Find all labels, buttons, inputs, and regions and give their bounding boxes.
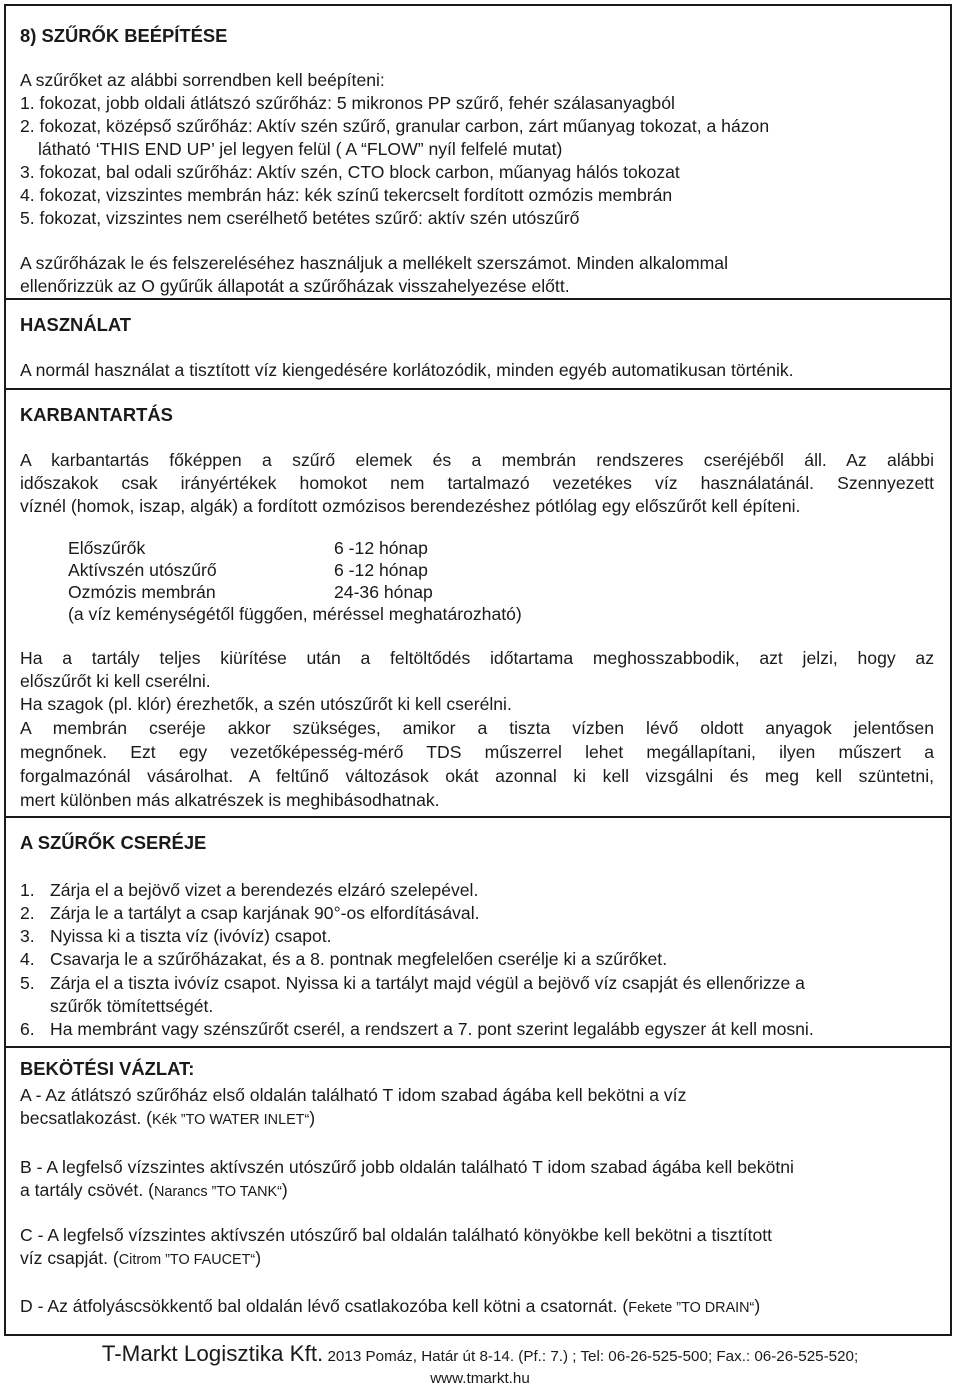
- wiring-c-text: víz csapját. (Citrom ”TO FAUCET“): [20, 1248, 262, 1268]
- connector-label: Kék ”TO WATER INLET“: [152, 1112, 310, 1128]
- wiring-b-text: a tartály csövét. (Narancs ”TO TANK“): [20, 1180, 288, 1200]
- usage-text: A normál használat a tisztított víz kiengedésére korlátozódik, minden egyéb automatikusan történik.: [20, 360, 794, 380]
- installation-line: 3. fokozat, bal odali szűrőház: Aktív szén, CTO block carbon, műanyag hálós tokozat: [20, 162, 680, 182]
- installation-line: 4. fokozat, vizszintes membrán ház: kék színű tekercselt fordított ozmózis membrán: [20, 185, 673, 205]
- section-title-replacement: A SZŰRŐK CSERÉJE: [20, 832, 207, 853]
- interval-row: [68, 581, 433, 603]
- section-title-installation: 8) SZŰRŐK BEÉPÍTÉSE: [20, 25, 228, 46]
- replacement-step: [20, 948, 667, 971]
- connector-label: Citrom ”TO FAUCET“: [118, 1252, 256, 1268]
- section-divider: [6, 1046, 950, 1048]
- section-title-usage: HASZNÁLAT: [20, 314, 132, 335]
- interval-row: [68, 537, 428, 559]
- maintenance-text: mert különben más alkatrészek is meghibásodhatnak.: [20, 790, 440, 810]
- step-text: Nyissa ki a tiszta víz (ivóvíz) csapot.: [50, 926, 332, 946]
- interval-note: (a víz keménységétől függően, méréssel meghatározható): [68, 604, 522, 624]
- step-number: 5.: [20, 973, 35, 993]
- step-number: 1.: [20, 880, 35, 900]
- maintenance-text: A karbantartás főképpen a szűrő elemek és a membrán rendszeres cseréjéből áll. Az alábbi: [20, 450, 934, 470]
- step-text: Zárja el a tiszta ivóvíz csapot. Nyissa ki a tartályt majd végül a bejövő víz csapját és ellenőrizze a: [50, 973, 805, 993]
- installation-note: A szűrőházak le és felszereléséhez használjuk a mellékelt szerszámot. Minden alkalommal: [20, 253, 728, 273]
- interval-name: Előszűrők: [68, 538, 146, 558]
- connector-label: Narancs ”TO TANK“: [153, 1184, 282, 1200]
- step-number: 6.: [20, 1019, 35, 1039]
- replacement-step: [20, 902, 480, 925]
- company-name: T-Markt Logisztika Kft.: [101, 1341, 324, 1366]
- wiring-b-text: B - A legfelső vízszintes aktívszén utószűrő jobb oldalán található T idom szabad ágába kell bekötni: [20, 1157, 794, 1177]
- wiring-a-text: A - Az átlátszó szűrőház első oldalán található T idom szabad ágába kell bekötni a víz: [20, 1085, 687, 1105]
- website-link[interactable]: www.tmarkt.hu: [430, 1370, 530, 1387]
- step-text: Ha membránt vagy szénszűrőt cserél, a rendszert a 7. pont szerint legalább egyszer át kell mosni.: [50, 1019, 814, 1039]
- section-divider: [6, 298, 950, 300]
- maintenance-text: megnőnek. Ezt egy vezetőképesség-mérő TDS műszerrel lehet megállapítani, ilyen műszert a: [20, 742, 934, 762]
- interval-name: Ozmózis membrán: [68, 582, 216, 602]
- installation-line: 1. fokozat, jobb oldali átlátszó szűrőház: 5 mikronos PP szűrő, fehér szálasanyagból: [20, 93, 675, 113]
- maintenance-text: A membrán cseréje akkor szükséges, amikor a tiszta vízben lévő oldott anyagok jelentősen: [20, 718, 934, 738]
- section-divider: [6, 816, 950, 818]
- installation-line: látható ‘THIS END UP’ jel legyen felül ( A “FLOW” nyíl felfelé mutat): [38, 139, 563, 159]
- installation-note: ellenőrizzük az O gyűrűk állapotát a szűrőházak visszahelyezése előtt.: [20, 276, 570, 296]
- wiring-c-text: C - A legfelső vízszintes aktívszén utószűrő bal oldalán található könyökbe kell bekötni a tisztított: [20, 1225, 773, 1245]
- maintenance-text: időszakok csak irányértékek homokot nem tartalmazó vezetékes víz használatánál. Szennyezett: [20, 473, 934, 493]
- step-text: Zárja le a tartályt a csap karjának 90°-os elfordításával.: [50, 903, 480, 923]
- wiring-d-text: D - Az átfolyáscsökkentő bal oldalán lévő csatlakozóba kell kötni a csatornát. (Fekete ”TO DRAIN“): [20, 1296, 761, 1316]
- company-address: 2013 Pomáz, Határ út 8-14. (Pf.: 7.) ; Tel: 06-26-525-500; Fax.: 06-26-525-520;: [323, 1348, 859, 1365]
- replacement-step: [20, 972, 805, 995]
- step-text: Zárja el a bejövő vizet a berendezés elzáró szelepével.: [50, 880, 479, 900]
- installation-line: 5. fokozat, vizszintes nem cserélhető betétes szűrő: aktív szén utószűrő: [20, 208, 580, 228]
- replacement-step: [20, 879, 478, 902]
- footer-contact: [0, 1343, 960, 1368]
- maintenance-text: előszűrőt ki kell cserélni.: [20, 671, 211, 691]
- interval-period: 6 -12 hónap: [334, 538, 428, 558]
- document-frame: [4, 4, 952, 1336]
- interval-period: 24-36 hónap: [334, 582, 433, 602]
- step-number: 2.: [20, 903, 35, 923]
- connector-label: Fekete ”TO DRAIN“: [628, 1300, 755, 1316]
- maintenance-text: Ha a tartály teljes kiürítése után a feltöltődés időtartama meghosszabbodik, azt jelzi, hogy az: [20, 648, 934, 668]
- step-text: szűrők tömítettségét.: [50, 996, 214, 1016]
- interval-name: Aktívszén utószűrő: [68, 560, 217, 580]
- interval-period: 6 -12 hónap: [334, 560, 428, 580]
- step-number: 3.: [20, 926, 35, 946]
- interval-row: [68, 559, 428, 581]
- section-divider: [6, 388, 950, 390]
- installation-line: 2. fokozat, középső szűrőház: Aktív szén szűrő, granular carbon, zárt műanyag tokozat, a házon: [20, 116, 770, 136]
- replacement-step: [20, 995, 213, 1018]
- replacement-step: [20, 925, 332, 948]
- installation-intro: A szűrőket az alábbi sorrendben kell beépíteni:: [20, 70, 385, 90]
- section-title-wiring: BEKÖTÉSI VÁZLAT:: [20, 1058, 195, 1079]
- replacement-step: [20, 1018, 814, 1041]
- maintenance-text: víznél (homok, iszap, algák) a fordított ozmózisos berendezéshez pótlólag egy előszűrőt kell építeni.: [20, 496, 801, 516]
- wiring-a-text: becsatlakozást. (Kék ”TO WATER INLET“): [20, 1108, 316, 1128]
- step-number: 4.: [20, 949, 35, 969]
- maintenance-text: forgalmazónál vásárolhat. A feltűnő változások okát azonnal ki kell vizsgálni és meg kell szüntetni,: [20, 766, 934, 786]
- page-footer: [0, 1343, 960, 1390]
- section-title-maintenance: KARBANTARTÁS: [20, 404, 173, 425]
- maintenance-text: Ha szagok (pl. klór) érezhetők, a szén utószűrőt ki kell cserélni.: [20, 694, 512, 714]
- step-text: Csavarja le a szűrőházakat, és a 8. pontnak megfelelően cserélje ki a szűrőket.: [50, 949, 668, 969]
